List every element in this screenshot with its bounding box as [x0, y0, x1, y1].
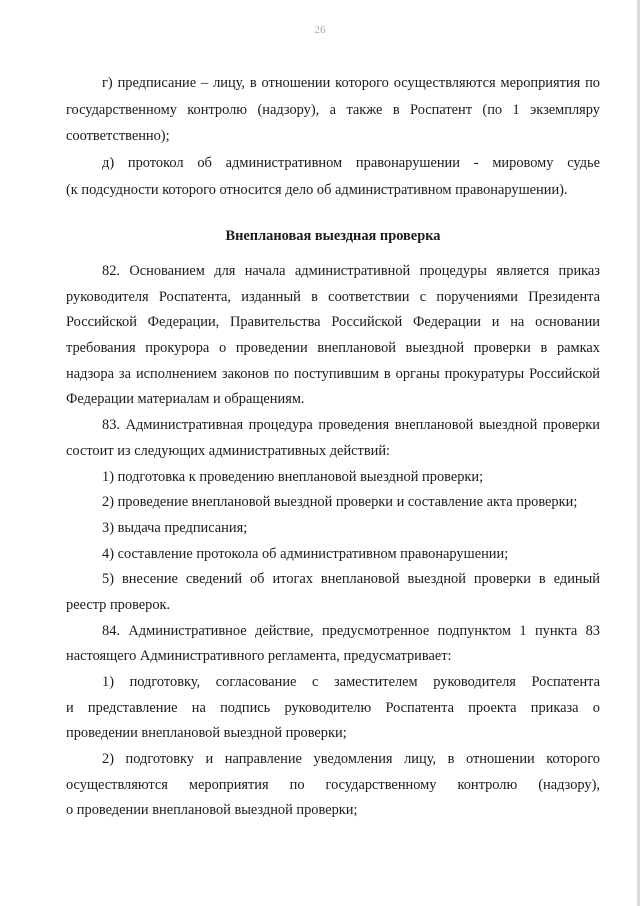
- paragraph-84: [66, 619, 600, 670]
- list-item: 2) проведение внеплановой выездной проверки и составление акта проверки;: [102, 494, 578, 511]
- main-section: [66, 259, 600, 824]
- text-line: д) протокол об административном правонарушении - мировому судье: [102, 155, 600, 172]
- list-83: [66, 465, 600, 619]
- text-line: Российской Федерации, Правительства Российской Федерации и на основании: [66, 314, 600, 331]
- text-line: Федерации материалам и обращениям.: [66, 391, 305, 408]
- list-item: 1) подготовка к проведению внеплановой выездной проверки;: [102, 468, 484, 485]
- list-item-continuation: проведении внеплановой выездной проверки;: [66, 725, 347, 742]
- list-item-continuation: осуществляются мероприятия по государственному контролю (надзору),: [66, 776, 600, 793]
- text-line: соответственно);: [66, 128, 170, 145]
- paragraph-82: [66, 259, 600, 413]
- list-item: 2) подготовку и направление уведомления лицу, в отношении которого: [102, 751, 600, 768]
- text-line: настоящего Административного регламента, предусматривает:: [66, 648, 452, 665]
- text-line: руководителя Роспатента, изданный в соответствии с поручениями Президента: [66, 288, 600, 305]
- section-heading: Внеплановая выездная проверка: [225, 228, 441, 245]
- text-line: состоит из следующих административных действий:: [66, 442, 391, 459]
- list-item: 5) внесение сведений об итогах внеплановой выездной проверки в единый: [102, 571, 600, 588]
- top-section: [66, 70, 600, 203]
- page-number: 26: [314, 24, 326, 36]
- paragraph-item-g: [66, 70, 600, 150]
- list-item: 3) выдача предписания;: [102, 519, 248, 536]
- text-line: государственному контролю (надзору), а также в Роспатент (по 1 экземпляру: [66, 101, 600, 118]
- text-line: требования прокурора о проведении внеплановой выездной проверки в рамках: [66, 340, 600, 357]
- paragraph-item-d: [66, 150, 600, 203]
- text-line: 84. Административное действие, предусмотренное подпунктом 1 пункта 83: [102, 622, 600, 639]
- list-item: 1) подготовку, согласование с заместителем руководителя Роспатента: [102, 674, 600, 691]
- paragraph-83: [66, 413, 600, 464]
- text-line: г) предписание – лицу, в отношении которого осуществляются мероприятия по: [102, 75, 600, 91]
- document-body: [66, 70, 600, 824]
- text-line: надзора за исполнением законов по поступившим в органы прокуратуры Российской: [66, 365, 600, 382]
- list-item-continuation: и представление на подпись руководителю Роспатента проекта приказа о: [66, 699, 600, 716]
- list-item: 4) составление протокола об административном правонарушении;: [102, 545, 509, 562]
- text-line: (к подсудности которого относится дело об административном правонарушении).: [66, 181, 568, 198]
- list-84: [66, 670, 600, 824]
- text-line: 83. Административная процедура проведения внеплановой выездной проверки: [102, 417, 600, 434]
- list-item-continuation: о проведении внеплановой выездной проверки;: [66, 802, 358, 819]
- list-item-continuation: реестр проверок.: [66, 596, 171, 613]
- text-line: 82. Основанием для начала административной процедуры является приказ: [102, 263, 600, 280]
